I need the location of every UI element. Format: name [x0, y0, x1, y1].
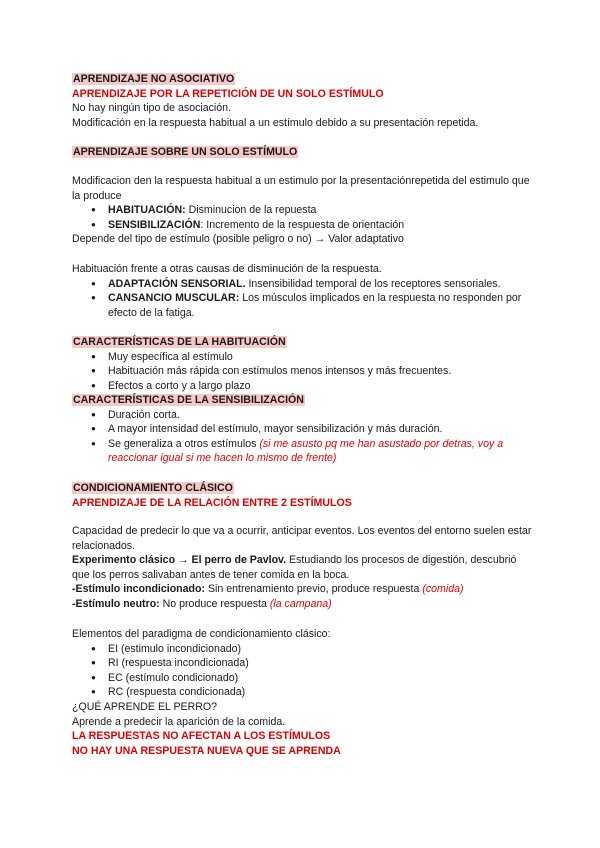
paragraph: Experimento clásico → El perro de Pavlov. Estudiando los procesos de digestión, descubrió que los perros salivaban antes de tener comida en la boca. — [72, 554, 517, 581]
heading-habituacion: CARACTERÍSTICAS DE LA HABITUACIÓN — [73, 336, 286, 348]
list-item: ● Habituación más rápida con estímulos menos intensos y más frecuentes. — [108, 364, 532, 379]
heading-sensibilizacion: CARACTERÍSTICAS DE LA SENSIBILIZACIÓN — [73, 394, 304, 406]
bullet-list — [72, 408, 532, 466]
bullet-list — [72, 203, 532, 232]
bullet-list — [72, 350, 532, 394]
text-line: Elementos del paradigma de condicionamiento clásico: — [72, 628, 331, 640]
text-line: -Estímulo neutro: No produce respuesta (la campana) — [72, 597, 332, 610]
list-item: ● CANSANCIO MUSCULAR: Los músculos implicados en la respuesta no responden por efecto de la fatiga. — [108, 291, 532, 320]
text-line: Depende del tipo de estímulo (posible peligro o no) → Valor adaptativo — [72, 233, 404, 246]
paragraph: Modificacion den la respuesta habitual a un estimulo por la presentaciónrepetida del estimulo que la produce — [72, 175, 530, 202]
list-item: ● EC (estímulo condicionado) — [108, 671, 532, 686]
heading-solo-estimulo: APRENDIZAJE SOBRE UN SOLO ESTÍMULO — [73, 146, 298, 158]
text-line: Modificación en la respuesta habitual a un estímulo debido a su presentación repetida. — [72, 116, 479, 129]
section-caracteristicas-sensibilizacion — [72, 393, 532, 466]
list-item: ● Se generaliza a otros estímulos (si me asusto pq me han asustado por detras, voy a reaccionar igual si me hacen lo mismo de frente) — [108, 437, 532, 466]
section-solo-estimulo — [72, 145, 532, 160]
list-item: ● SENSIBILIZACIÓN: Incremento de la respuesta de orientación — [108, 218, 532, 233]
list-item: ● HABITUACIÓN: Disminucion de la repuesta — [108, 203, 532, 218]
red-statement: NO HAY UNA RESPUESTA NUEVA QUE SE APRENDA — [72, 744, 341, 757]
list-item: ● Muy específica al estímulo — [108, 350, 532, 365]
text-line: No hay ningún tipo de asociación. — [72, 102, 232, 115]
list-item: ● A mayor intensidad del estímulo, mayor sensibilización y más duración. — [108, 422, 532, 437]
list-item: ● RI (respuesta incondicionada) — [108, 656, 532, 671]
bullet-list — [72, 277, 532, 321]
section-condicionamiento — [72, 481, 532, 510]
text-line: Habituación frente a otras causas de disminución de la respuesta. — [72, 263, 382, 275]
section-no-asociativo — [72, 72, 532, 130]
section-solo-estimulo-body — [72, 174, 532, 247]
question: ¿QUÉ APRENDE EL PERRO? — [72, 700, 218, 713]
section-otras-causas — [72, 262, 532, 320]
list-item: ● Efectos a corto y a largo plazo — [108, 379, 532, 394]
answer: Aprende a predecir la aparición de la comida. — [72, 715, 286, 728]
section-elementos — [72, 627, 532, 758]
list-item: ● RC (respuesta condicionada) — [108, 685, 532, 700]
list-item: ● EI (estimulo incondicionado) — [108, 642, 532, 657]
list-item: ● ADAPTACIÓN SENSORIAL. Insensibilidad temporal de los receptores sensoriales. — [108, 277, 532, 292]
section-condicionamiento-body — [72, 524, 532, 612]
subheading-relacion: APRENDIZAJE DE LA RELACIÓN ENTRE 2 ESTÍMULOS — [72, 496, 352, 509]
heading-condicionamiento: CONDICIONAMIENTO CLÁSICO — [73, 482, 233, 494]
text-line: -Estímulo incondicionado: Sin entrenamiento previo, produce respuesta (comida) — [72, 583, 464, 596]
bullet-list — [72, 642, 532, 700]
list-item: ● Duración corta. — [108, 408, 532, 423]
heading-no-asociativo: APRENDIZAJE NO ASOCIATIVO — [73, 73, 235, 85]
subheading-repeticion: APRENDIZAJE POR LA REPETICIÓN DE UN SOLO ESTÍMULO — [72, 87, 384, 100]
section-caracteristicas-habituacion — [72, 335, 532, 393]
red-statement: LA RESPUESTAS NO AFECTAN A LOS ESTÍMULOS — [72, 730, 331, 743]
paragraph: Capacidad de predecir lo que va a ocurrir, anticipar eventos. Los eventos del entorno suelen estar relacionados. — [72, 525, 532, 552]
